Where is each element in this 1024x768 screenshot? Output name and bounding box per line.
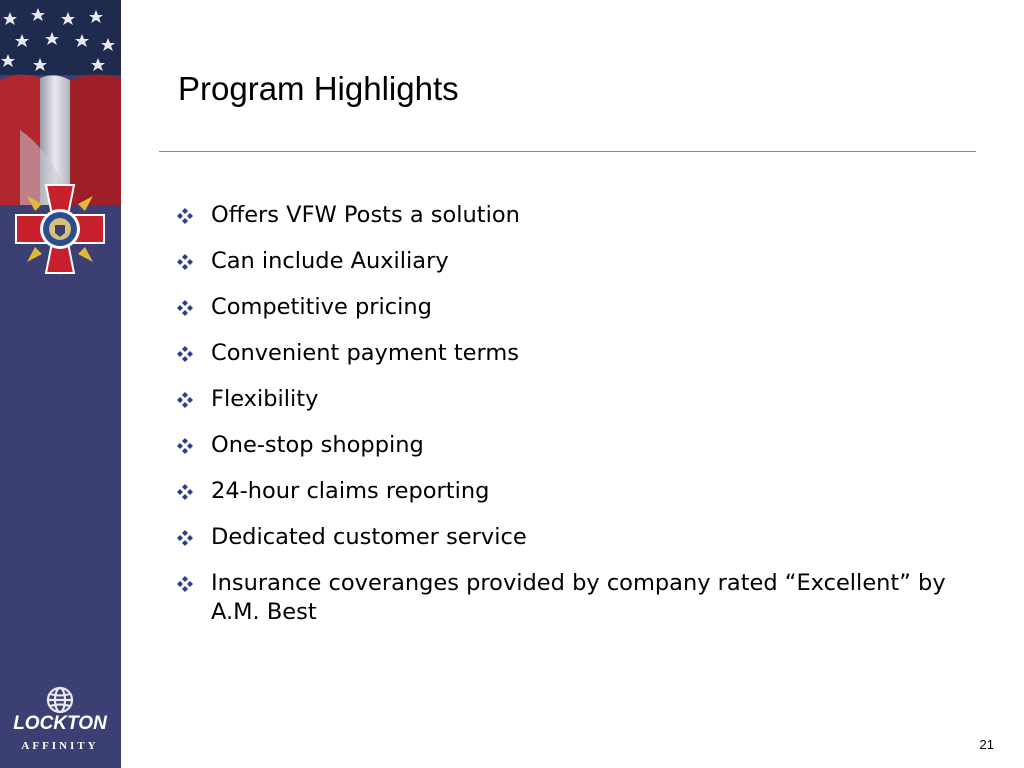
list-item — [174, 247, 974, 276]
sidebar-banner — [0, 0, 121, 768]
diamond-bullet-icon — [177, 254, 193, 270]
slide-title: Program Highlights — [178, 70, 459, 107]
diamond-bullet-icon — [177, 484, 193, 500]
diamond-bullet-icon — [177, 346, 193, 362]
list-item-text: Can include Auxiliary — [211, 248, 449, 274]
list-item — [174, 477, 974, 506]
list-item — [174, 201, 974, 230]
list-item-text: Offers VFW Posts a solution — [211, 202, 520, 228]
logo-subtitle: AFFINITY — [21, 740, 99, 752]
diamond-bullet-icon — [177, 576, 193, 592]
lockton-affinity-logo — [0, 680, 121, 760]
highlights-list — [174, 201, 974, 644]
list-item — [174, 385, 974, 414]
list-item-text: 24-hour claims reporting — [211, 478, 490, 504]
list-item-text: Insurance coveranges provided by company rated “Excellent” by A.M. Best — [211, 570, 946, 625]
diamond-bullet-icon — [177, 208, 193, 224]
list-item-text: Competitive pricing — [211, 294, 432, 320]
list-item — [174, 431, 974, 460]
list-item — [174, 293, 974, 322]
list-item — [174, 339, 974, 368]
vfw-cross-emblem-icon — [12, 181, 108, 277]
list-item — [174, 523, 974, 552]
diamond-bullet-icon — [177, 438, 193, 454]
list-item-text: Flexibility — [211, 386, 319, 412]
list-item-text: Dedicated customer service — [211, 524, 527, 550]
page-number: 21 — [979, 737, 994, 752]
title-divider — [159, 151, 976, 152]
diamond-bullet-icon — [177, 300, 193, 316]
list-item-text: Convenient payment terms — [211, 340, 520, 366]
logo-wordmark: LOCKTON — [13, 713, 107, 734]
list-item-text: One-stop shopping — [211, 432, 424, 458]
diamond-bullet-icon — [177, 392, 193, 408]
list-item — [174, 569, 974, 627]
diamond-bullet-icon — [177, 530, 193, 546]
